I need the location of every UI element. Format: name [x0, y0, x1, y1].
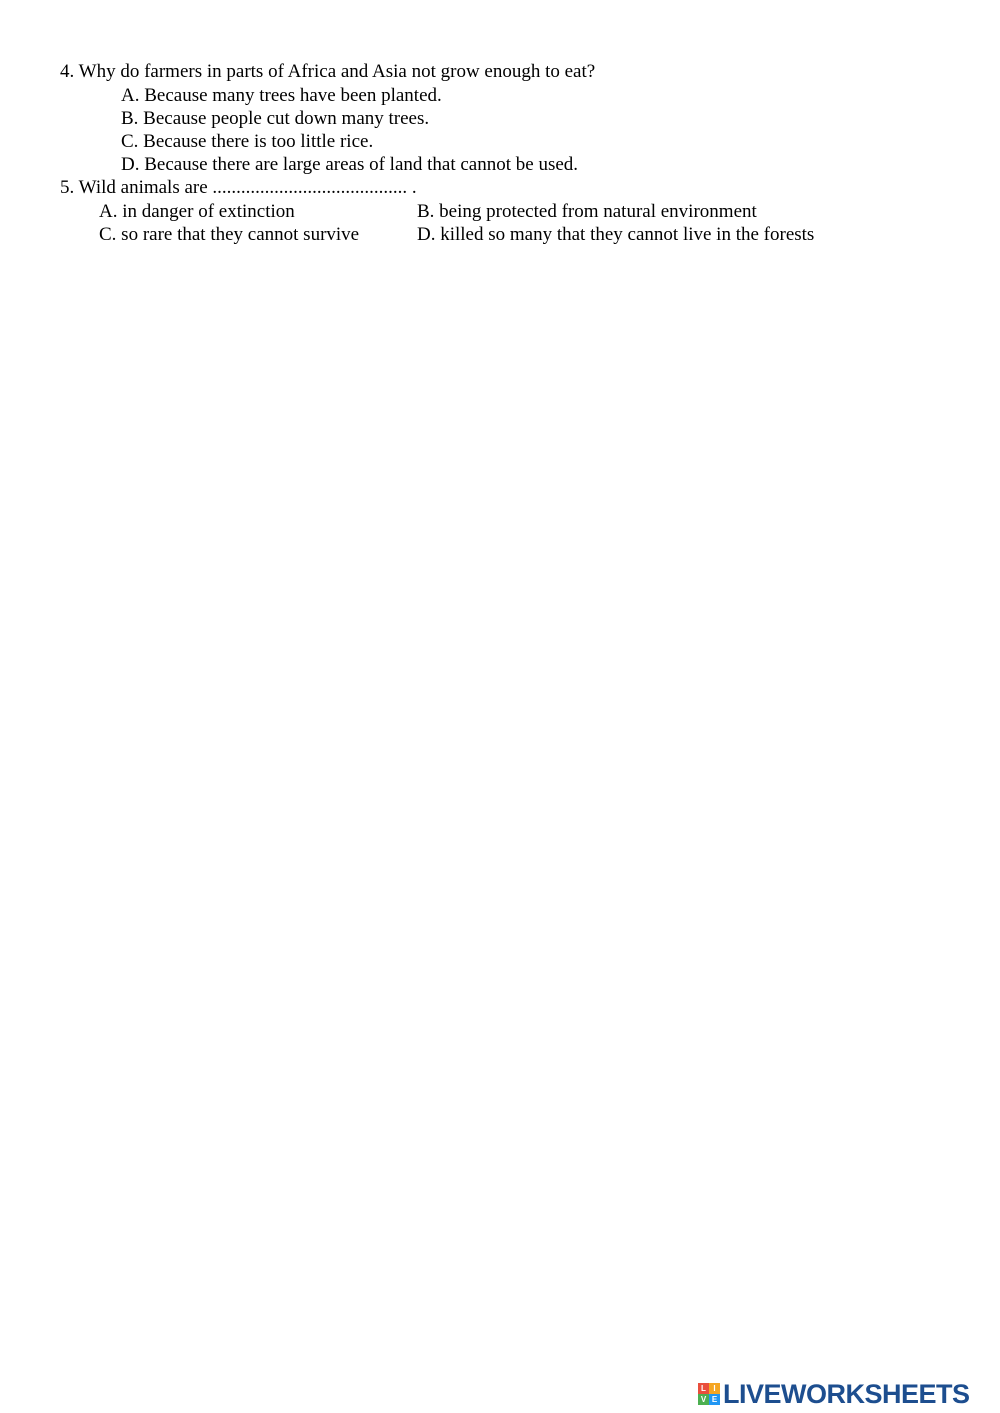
question-5-stem: 5. Wild animals are ......................................... .: [60, 177, 417, 198]
logo-mark-cell: E: [709, 1394, 720, 1405]
question-4-option-d[interactable]: D. Because there are large areas of land that cannot be used.: [121, 154, 579, 175]
question-5-option-d[interactable]: D. killed so many that they cannot live in the forests: [417, 224, 815, 245]
question-4-option-a[interactable]: A. Because many trees have been planted.: [121, 85, 442, 106]
question-4-option-c[interactable]: C. Because there is too little rice.: [121, 131, 374, 152]
question-5-option-a[interactable]: A. in danger of extinction: [99, 201, 295, 222]
logo-mark-icon: [698, 1383, 720, 1405]
question-5-option-b[interactable]: B. being protected from natural environment: [417, 201, 757, 222]
question-5-option-c[interactable]: C. so rare that they cannot survive: [99, 224, 360, 245]
logo-mark-cell: V: [698, 1394, 709, 1405]
logo-text: LIVEWORKSHEETS: [723, 1378, 970, 1409]
logo-mark-cell: L: [698, 1383, 709, 1394]
liveworksheets-logo: [698, 1378, 970, 1410]
question-4-stem: 4. Why do farmers in parts of Africa and Asia not grow enough to eat?: [60, 61, 596, 82]
question-4-option-b[interactable]: B. Because people cut down many trees.: [121, 108, 430, 129]
logo-mark-cell: I: [709, 1383, 720, 1394]
